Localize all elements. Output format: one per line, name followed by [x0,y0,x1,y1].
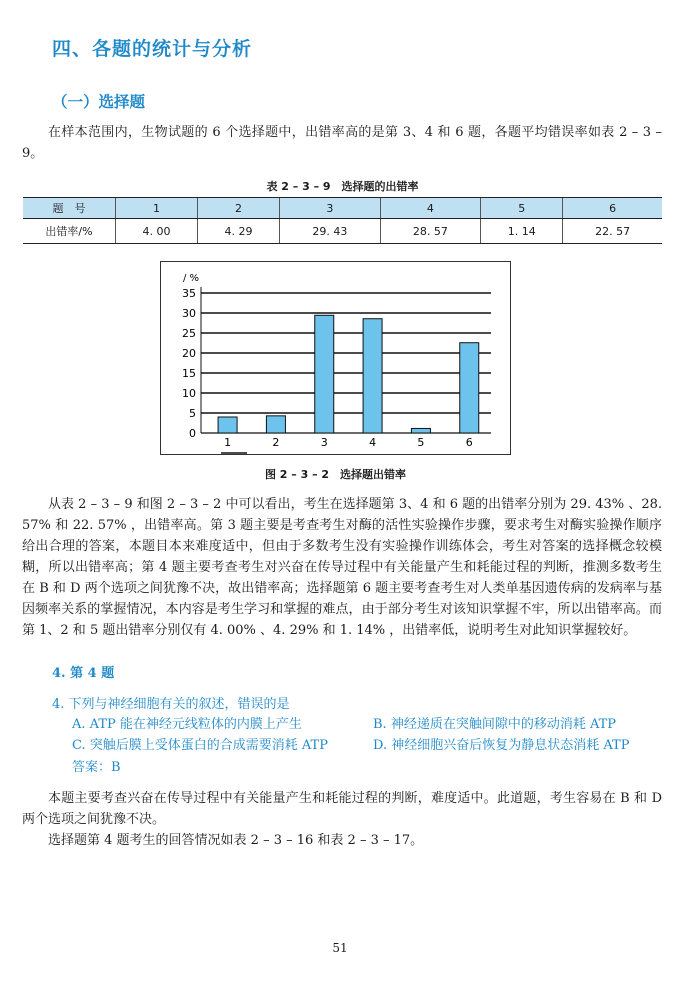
analysis-paragraph: 从表 2 – 3 – 9 和图 2 – 3 – 2 中可以看出，考生在选择题第 3、4 和 6 题的出错率分别为 29. 43% 、28. 57% 和 22. 57% ，出错率高。第 3 题主要是考查考生对酶的活性实验操作步骤，要求考生对酶实验操作顺序给出合理的答案，本题目本来难度适中，但由于多数考生没有实验操作训练体会，考生对答案的选择概念较模糊，所以出错率高；第 4 题主要考查考生对兴奋在传导过程中有关能量产生和耗能过程的判断，推测多数考生在 B 和 D 两个选项之间犹豫不决，故出错率高；选择题第 6 题主要考查考生对人类单基因遗传病的发病率与基因频率关系的掌握情况，本内容是考生学习和掌握的难点，由于部分考生对该知识掌握不牢，所以出错率高。而第 1、2 和 5 题出错率分别仅有 4. 00% 、4. 29% 和 1. 14% ，出错率低，说明考生对此知识掌握较好。 [22,497,662,638]
table-header-label: 题 号 [23,198,116,219]
table-row-label: 出错率/% [23,219,116,244]
discussion-paragraph: 本题主要考查兴奋在传导过程中有关能量产生和耗能过程的判断，难度适中。此道题，考生容易在 B 和 D 两个选项之间犹豫不决。 [22,791,662,827]
bar [363,319,382,433]
y-tick-label: 25 [182,327,196,340]
table-cell: 22. 57 [563,219,662,244]
option-c: C. 突触后膜上受体蛋白的合成需要消耗 ATP [72,738,328,753]
table-cell: 4. 29 [198,219,280,244]
table-cell: 29. 43 [280,219,381,244]
x-tick-label: 2 [272,436,280,449]
table-cell: 4. 00 [116,219,198,244]
table-cell: 1. 14 [481,219,563,244]
x-tick-label: 4 [369,436,377,449]
table-header-cell: 4 [380,198,481,219]
chart-caption: 图 2 – 3 – 2 选择题出错率 [264,468,407,481]
x-tick-label: 5 [417,436,425,449]
x-tick-label: 3 [320,436,328,449]
sub-heading: （一）选择题 [52,93,146,111]
y-tick-label: 15 [182,367,196,380]
x-tick-label: 6 [465,436,473,449]
intro-paragraph: 在样本范围内，生物试题的 6 个选择题中，出错率高的是第 3、4 和 6 题，各题平均错误率如表 2 – 3 – 9。 [22,125,662,161]
y-tick-label: 35 [182,287,196,300]
chart-frame [160,261,511,455]
bar [315,315,334,433]
section-heading: 四、各题的统计与分析 [52,38,253,60]
table-header-row [23,198,662,219]
table-row [23,219,662,244]
bar [411,428,430,433]
y-tick-label: 5 [189,407,196,420]
option-d: D. 神经细胞兴奋后恢复为静息状态消耗 ATP [373,738,630,753]
option-a: A. ATP 能在神经元线粒体的内膜上产生 [72,717,302,732]
bar [218,417,237,433]
table-header-cell: 5 [481,198,563,219]
table-header-cell: 2 [198,198,280,219]
page-number: 51 [332,941,348,955]
table-caption: 表 2 – 3 – 9 选择题的出错率 [266,180,419,193]
table-header-cell: 6 [563,198,662,219]
y-tick-label: 30 [182,307,196,320]
y-tick-label: 20 [182,347,196,360]
bar [266,416,285,433]
table-header-cell: 3 [280,198,381,219]
answer-line: 答案：B [72,760,121,775]
x-tick-label: 1 [224,436,232,449]
question-heading: 4. 第 4 题 [52,666,115,681]
option-b: B. 神经递质在突触间隙中的移动消耗 ATP [373,717,617,732]
bar [460,343,479,433]
table-cell: 28. 57 [380,219,481,244]
y-tick-label: 0 [189,427,196,440]
y-axis-label: / % [183,273,200,284]
error-rate-table [23,197,662,244]
table-header-cell: 1 [116,198,198,219]
bar-chart [161,262,510,454]
y-tick-label: 10 [182,387,196,400]
closing-paragraph: 选择题第 4 题考生的回答情况如表 2 – 3 – 16 和表 2 – 3 – 17。 [48,833,424,848]
question-stem: 4. 下列与神经细胞有关的叙述，错误的是 [52,697,290,712]
